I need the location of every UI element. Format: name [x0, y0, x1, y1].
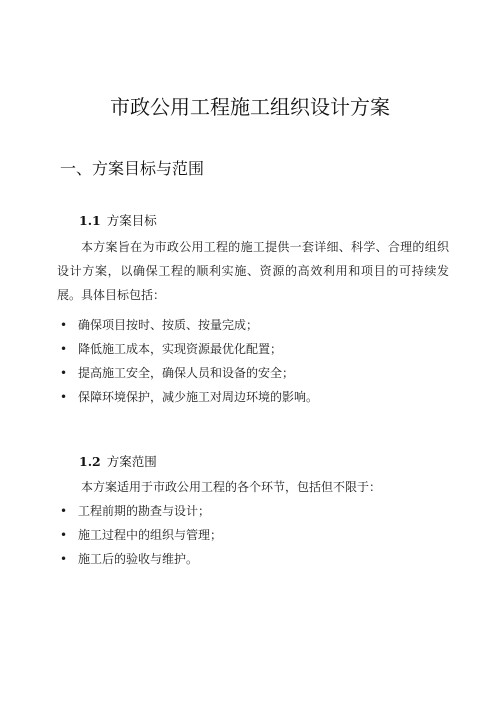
paragraph-goals: 本方案旨在为市政公用工程的施工提供一套详细、科学、合理的组织设计方案，以确保工程的顺利实施、资源的高效利用和项目的可持续发展。具体目标包括： [57, 240, 449, 302]
bullet-icon: • [60, 390, 68, 404]
bullet-icon: • [60, 552, 68, 566]
paragraph-scope: 本方案适用于市政公用工程的各个环节，包括但不限于： [81, 480, 382, 494]
document-title: 市政公用工程施工组织设计方案 [110, 95, 390, 119]
subsection-title: 方案目标 [106, 213, 157, 228]
scope-list [60, 499, 450, 571]
bullet-icon: • [60, 504, 68, 518]
list-item: • 施工过程中的组织与管理； [60, 523, 450, 547]
section-heading-1: 一、方案目标与范围 [60, 159, 205, 178]
list-item: • 工程前期的勘查与设计； [60, 499, 450, 523]
bullet-icon: • [60, 528, 68, 542]
bullet-icon: • [60, 366, 68, 380]
subsection-title: 方案范围 [106, 454, 157, 469]
list-item: • 确保项目按时、按质、按量完成； [60, 313, 450, 337]
list-item: • 提高施工安全，确保人员和设备的安全； [60, 361, 450, 385]
goals-list [60, 313, 450, 409]
subsection-heading-1-2 [79, 453, 157, 471]
list-item: • 降低施工成本，实现资源最优化配置； [60, 337, 450, 361]
bullet-icon: • [60, 342, 68, 356]
subsection-number: 1.1 [79, 213, 101, 228]
bullet-icon: • [60, 318, 68, 332]
subsection-heading-1-1 [79, 212, 157, 230]
list-item: • 保障环境保护，减少施工对周边环境的影响。 [60, 385, 450, 409]
list-item: • 施工后的验收与维护。 [60, 547, 450, 571]
subsection-number: 1.2 [79, 454, 101, 469]
